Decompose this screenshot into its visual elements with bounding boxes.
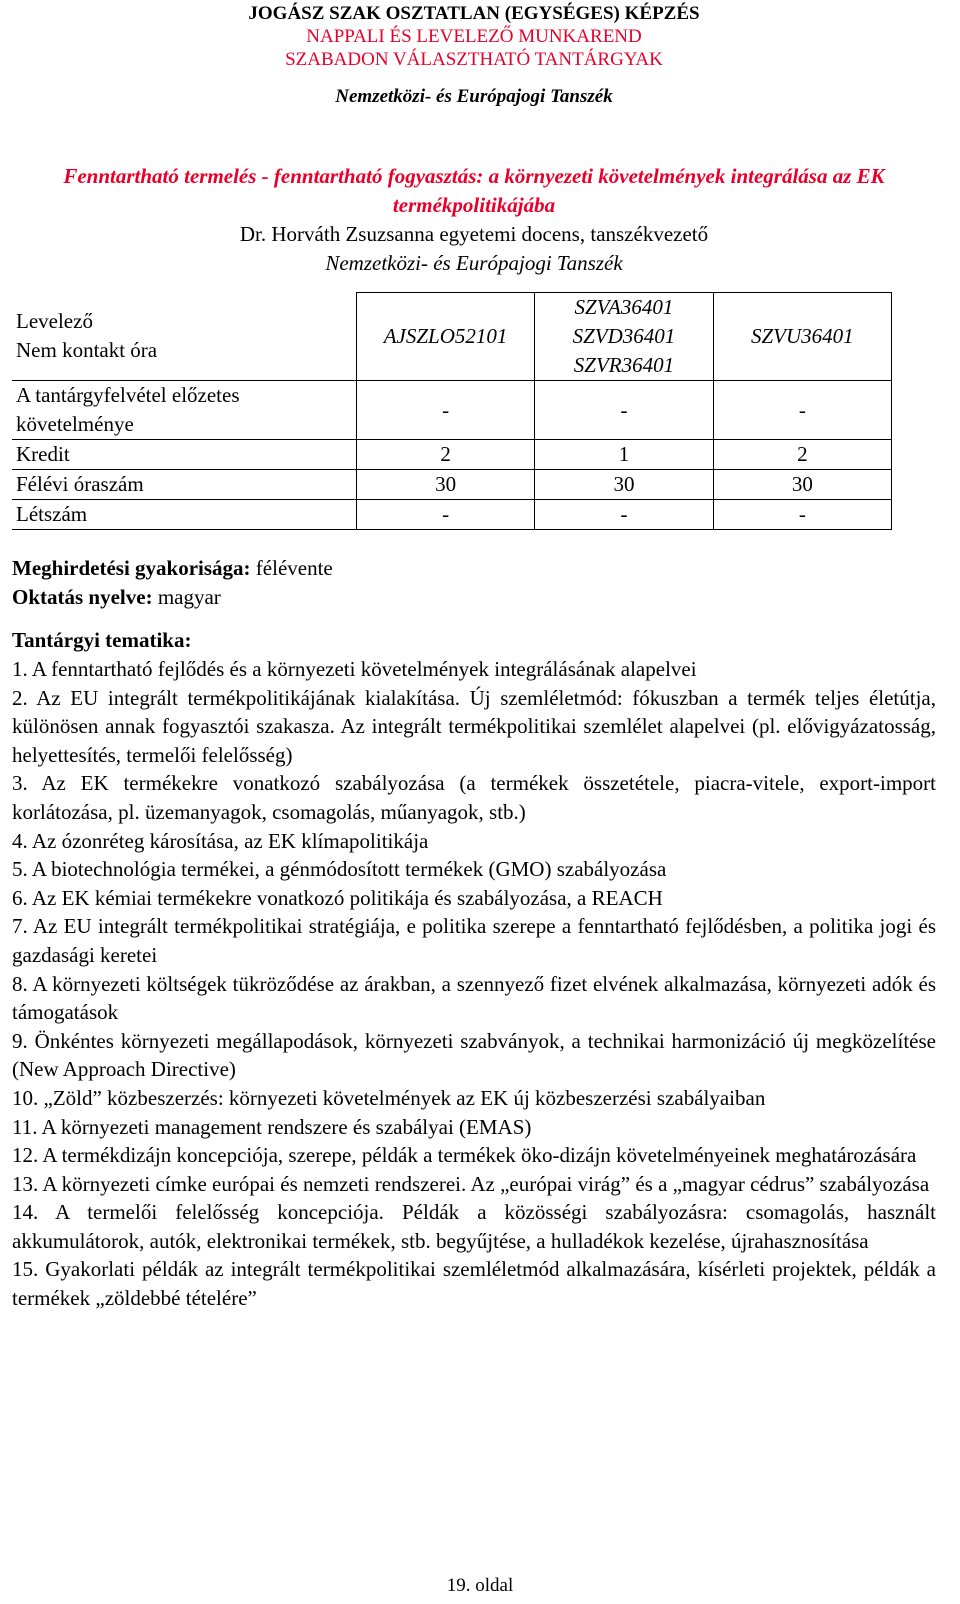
row-label: Félévi óraszám bbox=[12, 470, 356, 500]
row-value: 30 bbox=[356, 470, 534, 500]
course-info-table bbox=[12, 292, 892, 530]
table-header-row bbox=[12, 293, 892, 381]
topic-item: 1. A fenntartható fejlődés és a környezeti követelmények integrálásának alapelvei bbox=[12, 657, 697, 681]
course-code-line: SZVA36401 bbox=[574, 295, 674, 319]
topics-heading: Tantárgyi tematika: bbox=[12, 628, 192, 652]
topic-item: 7. Az EU integrált termékpolitikai stratégiája, e politika szerepe a fenntartható fejlődésben, a politika jogi és gazdasági keretei bbox=[12, 914, 936, 967]
course-department: Nemzetközi- és Európajogi Tanszék bbox=[325, 251, 623, 275]
topic-item: 10. „Zöld” közbeszerzés: környezeti követelmények az EK új közbeszerzési szabályaiban bbox=[12, 1085, 766, 1110]
row-value: - bbox=[535, 381, 713, 440]
program-category: SZABADON VÁLASZTHATÓ TANTÁRGYAK bbox=[285, 49, 663, 70]
page-number: 19. oldal bbox=[446, 1575, 514, 1596]
course-title: Fenntartható termelés - fenntartható fogyasztás: a környezeti követelmények integrálása az EK termékpolitikájába bbox=[63, 164, 885, 217]
document-page bbox=[12, 0, 936, 1313]
header-label-levelezo: Levelező bbox=[16, 309, 93, 334]
header-label-nem-kontakt: Nem kontakt óra bbox=[16, 338, 158, 363]
topic-item: 4. Az ózonréteg károsítása, az EK klímapolitikája bbox=[12, 828, 429, 853]
row-value: - bbox=[535, 500, 713, 530]
course-code-line: SZVR36401 bbox=[573, 353, 675, 377]
course-code-line: SZVD36401 bbox=[572, 324, 676, 348]
table-header-label bbox=[12, 293, 356, 381]
topic-item: 15. Gyakorlati példák az integrált termékpolitikai szemléletmód alkalmazására, kísérleti projektek, példák a termékek „zöldebbé tételére” bbox=[12, 1257, 936, 1311]
topics-list bbox=[12, 655, 936, 1313]
language-value: magyar bbox=[157, 585, 221, 609]
row-value: 30 bbox=[535, 470, 713, 500]
course-code-2 bbox=[535, 293, 713, 381]
topic-item: 12. A termékdizájn koncepciója, szerepe, példák a termékek öko-dizájn követelményeinek meghatározására bbox=[12, 1143, 917, 1168]
frequency-line bbox=[12, 554, 936, 583]
row-value: - bbox=[356, 500, 534, 530]
row-label: A tantárgyfelvétel előzetes követelménye bbox=[12, 381, 356, 440]
header-department: Nemzetközi- és Európajogi Tanszék bbox=[335, 86, 613, 107]
row-value: 30 bbox=[713, 470, 891, 500]
course-lecturer: Dr. Horváth Zsuzsanna egyetemi docens, tanszékvezető bbox=[239, 222, 709, 246]
row-label: Létszám bbox=[12, 500, 356, 530]
row-value: 1 bbox=[535, 440, 713, 470]
table-row bbox=[12, 500, 892, 530]
topic-item: 13. A környezeti címke európai és nemzeti rendszerei. Az „európai virág” és a „magyar cédrus” szabályozása bbox=[12, 1171, 930, 1196]
table-row bbox=[12, 381, 892, 440]
table-row bbox=[12, 440, 892, 470]
topic-item: 14. A termelői felelősség koncepciója. Példák a közösségi szabályozásra: csomagolás, használt akkumulátorok, autók, elektronikai termékek, stb. begyűjtése, a hulladékok kezelése, újrahasznosítása bbox=[12, 1200, 936, 1253]
row-value: - bbox=[713, 381, 891, 440]
language-line bbox=[12, 583, 936, 612]
row-value: 2 bbox=[356, 440, 534, 470]
row-value: - bbox=[356, 381, 534, 440]
course-code-3: SZVU36401 bbox=[713, 293, 891, 381]
topic-item: 3. Az EK termékekre vonatkozó szabályozása (a termékek összetétele, piacra-vitele, export-import korlátozása, pl. üzemanyagok, csomagolás, műanyagok, stb.) bbox=[12, 771, 936, 824]
table-row bbox=[12, 470, 892, 500]
course-code-1: AJSZLO52101 bbox=[356, 293, 534, 381]
frequency-value: félévente bbox=[255, 556, 333, 580]
topic-item: 11. A környezeti management rendszere és szabályai (EMAS) bbox=[12, 1114, 532, 1139]
row-value: 2 bbox=[713, 440, 891, 470]
row-label: Kredit bbox=[12, 440, 356, 470]
topic-item: 6. Az EK kémiai termékekre vonatkozó politikája és szabályozása, a REACH bbox=[12, 885, 663, 910]
program-schedule: NAPPALI ÉS LEVELEZŐ MUNKAREND bbox=[306, 26, 642, 47]
frequency-label: Meghirdetési gyakorisága: bbox=[12, 556, 251, 580]
program-title: JOGÁSZ SZAK OSZTATLAN (EGYSÉGES) KÉPZÉS bbox=[248, 3, 700, 24]
language-label: Oktatás nyelve: bbox=[12, 585, 153, 609]
row-value: - bbox=[713, 500, 891, 530]
topic-item: 9. Önkéntes környezeti megállapodások, környezeti szabványok, a technikai harmonizáció új megközelítése (New Approach Directive) bbox=[12, 1028, 936, 1082]
topic-item: 5. A biotechnológia termékei, a génmódosított termékek (GMO) szabályozása bbox=[12, 857, 667, 882]
course-meta bbox=[12, 554, 936, 612]
course-code-2-lines bbox=[535, 293, 712, 380]
topic-item: 8. A környezeti költségek tükröződése az árakban, a szennyező fizet elvének alkalmazása, környezeti adók és támogatások bbox=[12, 971, 936, 1025]
topic-item: 2. Az EU integrált termékpolitikájának kialakítása. Új szemléletmód: fókuszban a termék teljes életútja, különösen annak fogyasztói szakasza. Az integrált termékpolitikai szemlélet alapelvei (pl. elővigyázatosság, helyettesítés, termelői felelősség) bbox=[12, 685, 936, 767]
